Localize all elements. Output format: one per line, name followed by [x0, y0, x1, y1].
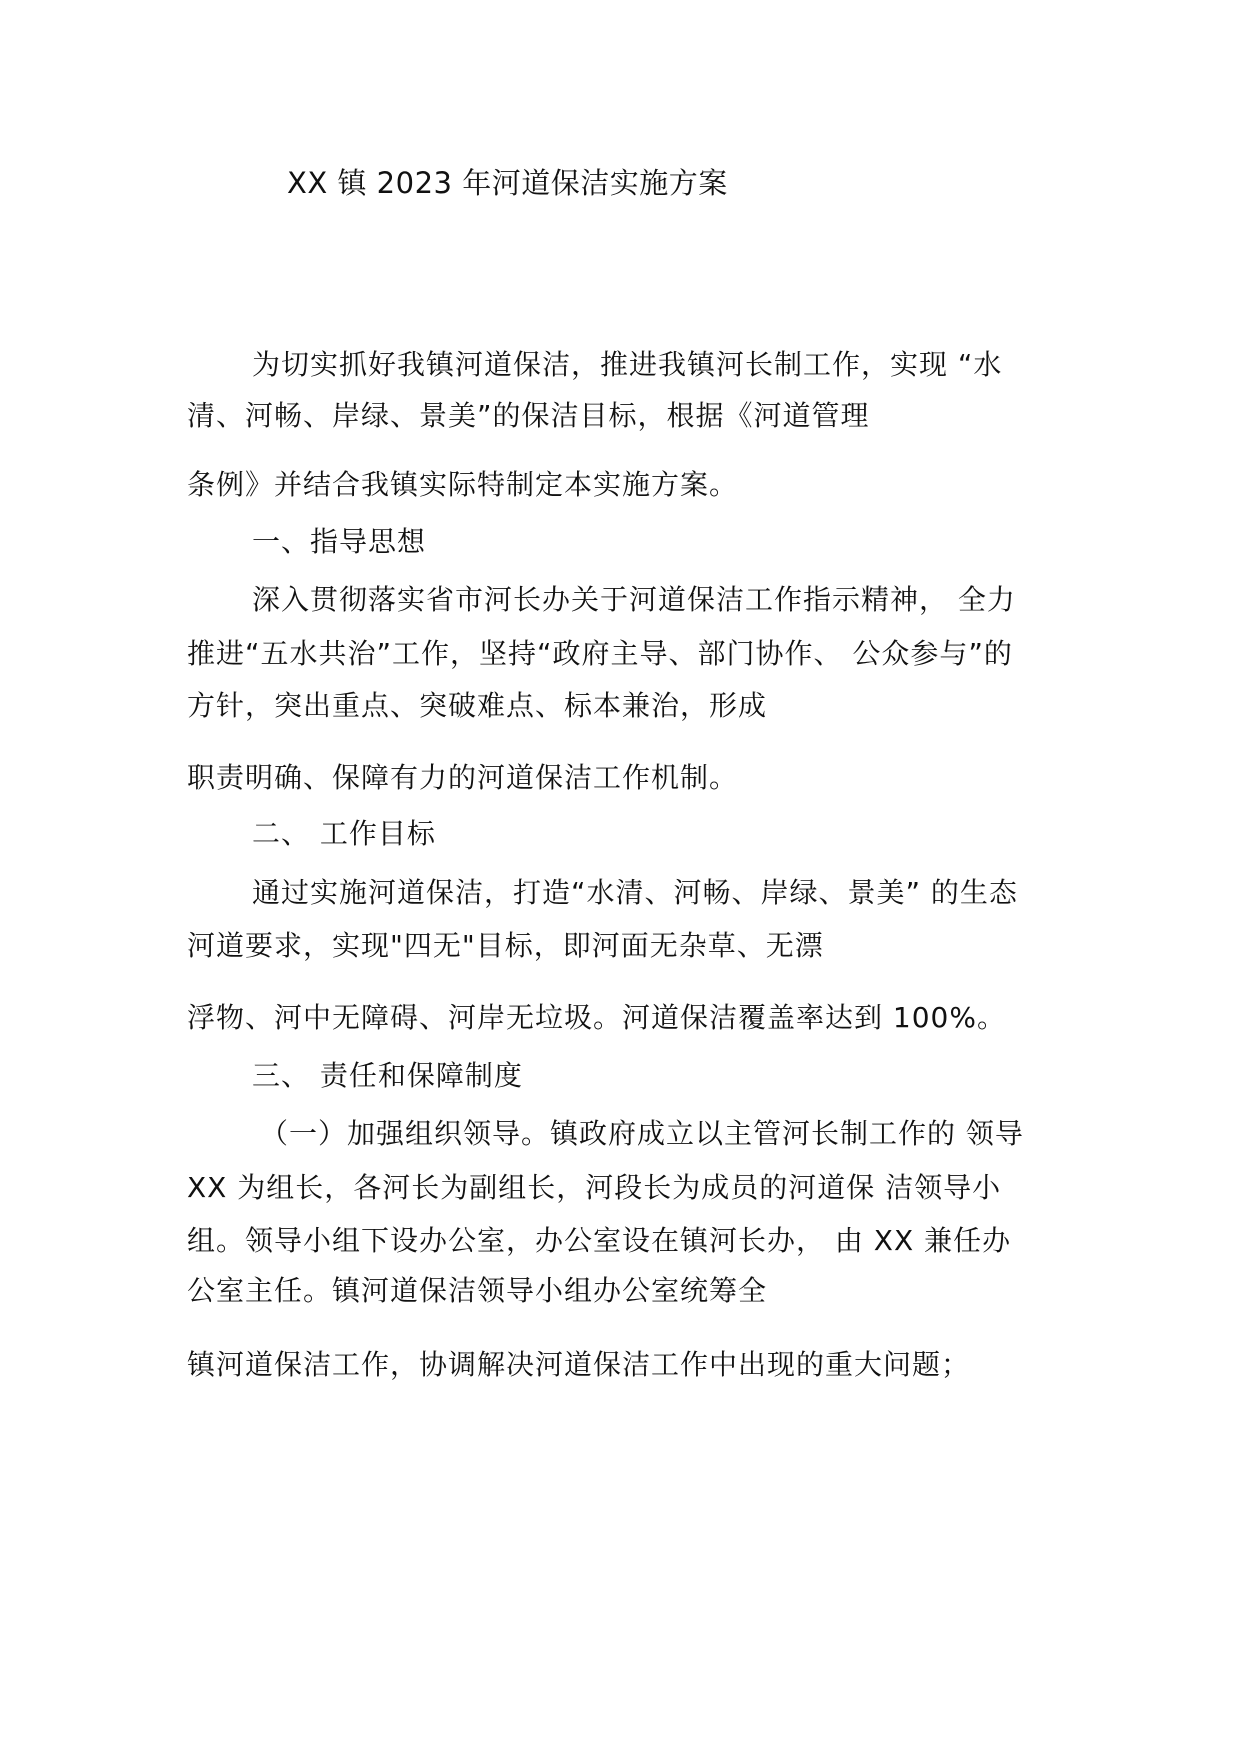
document-title: XX 镇 2023 年河道保洁实施方案	[287, 166, 728, 200]
body-line: 公室主任。镇河道保洁领导小组办公室统筹全	[187, 1274, 768, 1307]
body-line: 职责明确、保障有力的河道保洁工作机制。	[187, 761, 739, 794]
body-line: 方针，突出重点、突破难点、标本兼治，形成	[187, 689, 768, 722]
body-line: XX 为组长，各河长为副组长，河段长为成员的河道保 洁领导小	[187, 1171, 1002, 1204]
body-line: 清、河畅、岸绿、景美”的保洁目标，根据《河道管理	[187, 399, 870, 432]
body-line: 推进“五水共治”工作，坚持“政府主导、部门协作、 公众参与”的	[187, 637, 1013, 670]
section-heading: 二、 工作目标	[252, 817, 436, 850]
body-line: 为切实抓好我镇河道保洁，推进我镇河长制工作，实现 “水	[252, 348, 1003, 381]
body-line: 条例》并结合我镇实际特制定本实施方案。	[187, 468, 739, 501]
body-line: （一）加强组织领导。镇政府成立以主管河长制工作的 领导	[260, 1117, 1024, 1150]
body-line: 河道要求，实现"四无"目标，即河面无杂草、无漂	[187, 929, 824, 962]
body-line: 通过实施河道保洁，打造“水清、河畅、岸绿、景美” 的生态	[252, 876, 1018, 909]
body-line: 深入贯彻落实省市河长办关于河道保洁工作指示精神， 全力	[252, 583, 1016, 616]
body-line: 组。领导小组下设办公室，办公室设在镇河长办， 由 XX 兼任办	[187, 1224, 1012, 1257]
body-line: 镇河道保洁工作，协调解决河道保洁工作中出现的重大问题；	[187, 1348, 971, 1381]
body-line: 浮物、河中无障碍、河岸无垃圾。河道保洁覆盖率达到 100%。	[187, 1001, 1006, 1034]
section-heading: 三、 责任和保障制度	[252, 1059, 523, 1092]
section-heading: 一、指导思想	[252, 525, 427, 558]
